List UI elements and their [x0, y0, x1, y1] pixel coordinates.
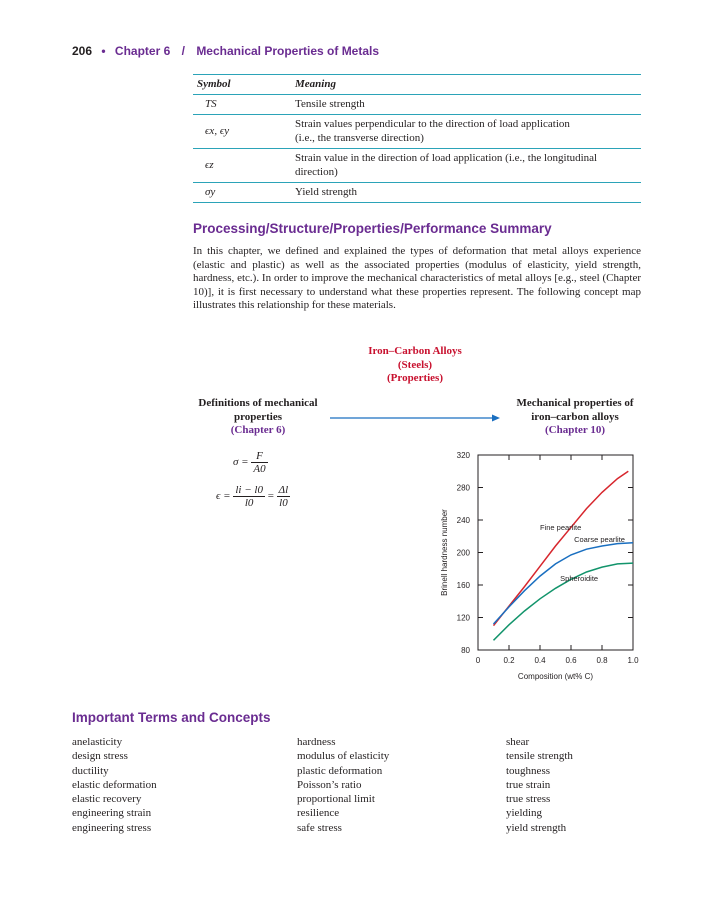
list-item: true strain: [506, 778, 551, 791]
summary-paragraph: In this chapter, we defined and explained the types of deformation that metal alloys experience (elastic and plastic) as well as the associated properties (modulus of elasticity, yield strength, hardness, etc.). In order to improve the mechanical characteristics of metal alloys [e.g., steel (Chapter 10)], it is first necessary to understand what these properties represent. The following concept map illustrates this relationship for these materials.: [193, 245, 641, 311]
symbol-column-header: Symbol: [193, 75, 295, 95]
x-tick-label: 0.2: [503, 656, 515, 665]
list-item: tensile strength: [506, 750, 573, 763]
strain-equation: ϵ = $\frac{li - l0}{l0}$ = $\frac{\Delta l}{l0}$: [216, 484, 289, 509]
x-tick-label: 0.4: [534, 656, 546, 665]
meaning-cell: Strain value in the direction of load application (i.e., the longitudinal direction): [295, 149, 641, 183]
list-item: anelasticity: [72, 736, 123, 748]
x-tick-label: 0: [475, 656, 481, 665]
list-item: modulus of elasticity: [297, 750, 390, 763]
symbol-cell: ϵx, ϵy: [193, 115, 295, 149]
meaning-cell: Strain values perpendicular to the direction of load application (i.e., the transverse direction): [295, 115, 641, 149]
table-row: [193, 183, 641, 203]
header-bullet: •: [101, 44, 106, 58]
list-item: engineering stress: [72, 821, 152, 834]
table-row: [193, 149, 641, 183]
terms-column-1: [72, 735, 157, 835]
symbol-cell: σy: [193, 183, 295, 203]
y-tick-label: 200: [456, 548, 470, 558]
symbol-cell: ϵz: [193, 149, 295, 183]
chapter-label: Chapter 6: [114, 44, 171, 58]
list-item: toughness: [506, 764, 550, 777]
y-tick-label: 120: [456, 613, 470, 623]
series-label: Coarse pearlite: [574, 534, 625, 544]
x-tick-label: 0.6: [565, 656, 577, 665]
list-item: shear: [506, 736, 530, 748]
list-item: hardness: [297, 736, 336, 748]
list-item: plastic deformation: [297, 764, 383, 777]
list-item: elastic deformation: [72, 778, 157, 791]
y-tick-label: 280: [456, 483, 470, 493]
x-tick-label: 0.8: [596, 656, 608, 665]
concept-map-center-node: Iron–Carbon Alloys (Steels) (Properties): [368, 345, 462, 384]
y-tick-label: 320: [456, 451, 470, 460]
meaning-cell: Tensile strength: [295, 95, 641, 115]
list-item: proportional limit: [297, 793, 375, 806]
series-label: Spheroidite: [560, 573, 599, 583]
summary-heading: Processing/Structure/Properties/Performance Summary: [193, 221, 552, 236]
list-item: engineering strain: [72, 807, 152, 820]
table-row: [193, 95, 641, 115]
y-tick-label: 240: [456, 516, 470, 525]
hardness-chart: [438, 445, 653, 690]
concept-map-left-node: Definitions of mechanical properties (Chapter 6): [198, 397, 318, 436]
header-separator: /: [181, 44, 185, 58]
terms-column-2: [297, 735, 389, 835]
chapter-title: Mechanical Properties of Metals: [196, 44, 380, 58]
concept-map-right-node: Mechanical properties of iron–carbon alloys (Chapter 10): [516, 397, 634, 436]
y-axis-label: Brinell hardness number: [440, 509, 449, 596]
series-label: Fine pearlite: [540, 522, 582, 532]
symbol-cell: TS: [193, 95, 295, 115]
list-item: resilience: [297, 807, 340, 820]
table-row: [193, 115, 641, 149]
list-item: safe stress: [297, 821, 342, 834]
plot-frame: [478, 455, 633, 650]
x-tick-label: 1.0: [627, 656, 639, 665]
symbol-table: [193, 74, 641, 203]
y-tick-label: 80: [461, 646, 470, 655]
list-item: ductility: [72, 764, 109, 777]
concept-map-arrow: [330, 414, 500, 422]
y-tick-label: 160: [456, 581, 470, 590]
terms-column-3: [506, 735, 573, 835]
list-item: design stress: [72, 750, 128, 763]
stress-equation: σ = $\frac{F}{A0}$: [233, 450, 266, 475]
list-item: true stress: [506, 793, 551, 806]
terms-heading: Important Terms and Concepts: [72, 710, 271, 725]
running-header: [72, 44, 379, 58]
meaning-column-header: Meaning: [295, 75, 641, 95]
meaning-cell: Yield strength: [295, 183, 641, 203]
list-item: yielding: [506, 807, 543, 820]
list-item: yield strength: [506, 821, 567, 834]
page-number: 206: [72, 44, 93, 58]
list-item: elastic recovery: [72, 793, 142, 806]
list-item: Poisson’s ratio: [297, 778, 362, 791]
x-axis-label: Composition (wt% C): [517, 672, 594, 681]
